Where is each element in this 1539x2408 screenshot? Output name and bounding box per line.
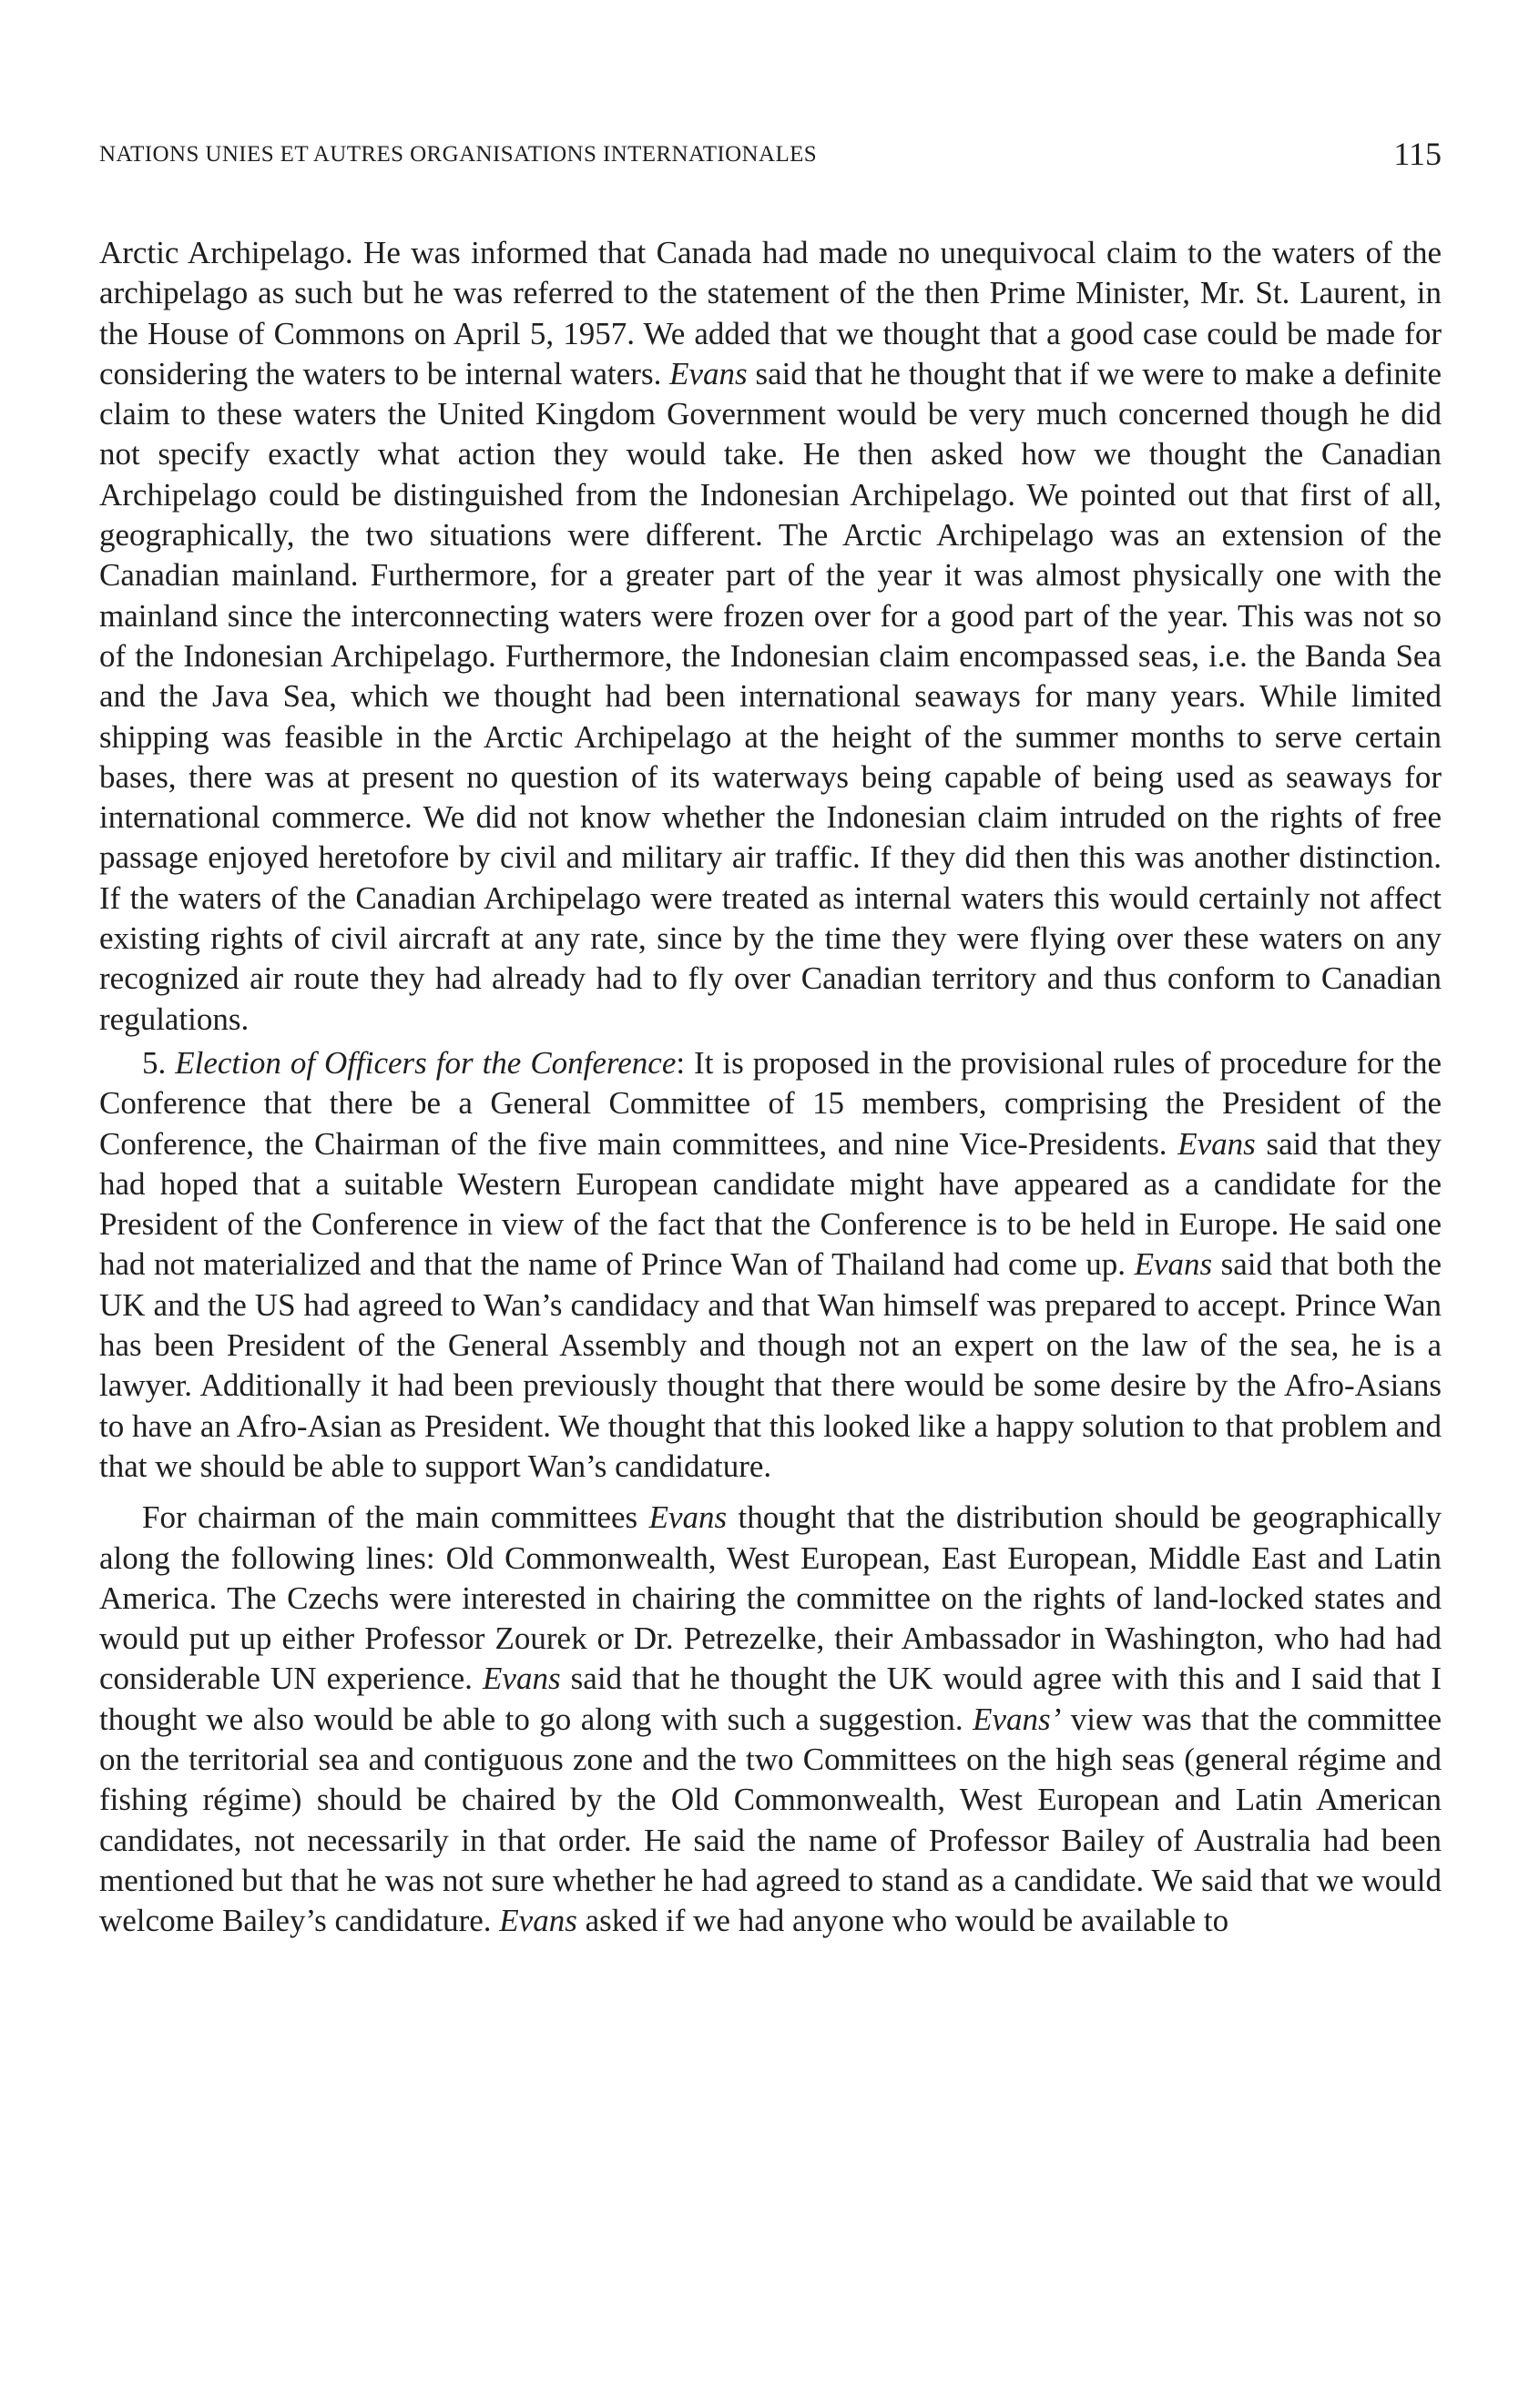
speaker-name-evans: Evans’	[973, 1701, 1062, 1737]
speaker-name-evans: Evans	[1177, 1125, 1256, 1162]
text-segment: asked if we had anyone who would be available to	[576, 1903, 1229, 1939]
speaker-name-evans: Evans	[499, 1903, 577, 1939]
document-page	[99, 135, 1442, 1941]
text-segment: said that he thought the UK would agree with this and I said that I thought we also would be able to go along with such a suggestion.	[99, 1661, 1442, 1737]
paragraph-election-of-officers	[99, 1043, 1442, 1487]
speaker-name-evans: Evans	[483, 1661, 561, 1697]
text-segment: said that he thought that if we were to make a definite claim to these waters the United Kingdom Government would be very much concerned though he did not specify exactly what action they would take. He then asked how we thought the Canadian Archipelago could be distinguished from the Indonesian Archipelago. We pointed out that first of all, geographically, the two situations were different. The Arctic Archipelago was an extension of the Canadian mainland. Furthermore, for a greater part of the year it was almost physically one with the mainland since the interconnecting waters were frozen over for a good part of the year. This was not so of the Indonesian Archipelago. Furthermore, the Indonesian claim encompassed seas, i.e. the Banda Sea and the Java Sea, which we thought had been international seaways for many years. While limited shipping was feasible in the Arctic Archipelago at the height of the summer months to serve certain bases, there was at present no question of its waterways being capable of being used as seaways for international commerce. We did not know whether the Indonesian claim intruded on the rights of free passage enjoyed heretofore by civil and military air traffic. If they did then this was another distinction. If the waters of the Canadian Archipelago were treated as internal waters this would certainly not affect existing rights of civil aircraft at any rate, since by the time they were flying over these waters on any recognized air route they had already had to fly over Canadian territory and thus conform to Canadian regulations.	[99, 355, 1442, 1037]
text-segment: For chairman of the main committees	[142, 1499, 649, 1536]
page-number: 115	[1393, 136, 1442, 172]
speaker-name-evans: Evans	[648, 1499, 728, 1536]
running-title: NATIONS UNIES ET AUTRES ORGANISATIONS INTERNATIONALES	[99, 142, 818, 167]
section-heading: Election of Officers for the Conference	[175, 1044, 677, 1081]
speaker-name-evans: Evans	[1134, 1246, 1213, 1283]
text-segment: view was that the committee on the territorial sea and contiguous zone and the two Committees on the high seas (general régime and fishing régime) should be chaired by the Old Commonwealth, West European and Latin American candidates, not necessarily in that order. He said the name of Professor Bailey of Australia had been mentioned but that he was not sure whether he had agreed to stand as a candidate. We said that we would welcome Bailey’s candidature.	[99, 1701, 1442, 1939]
paragraph-main-committees	[99, 1498, 1442, 1941]
text-segment: thought that the distribution should be geographically along the following lines: Old Commonwealth, West European, East European, Middle East and Latin America. The Czechs were interested in chairing the committee on the rights of land-locked states and would put up either Professor Zourek or Dr. Petrezelke, their Ambassador in Washington, who had had considerable UN experience.	[99, 1499, 1442, 1697]
text-segment: said that they had hoped that a suitable Western European candidate might have appeared as a candidate for the President of the Conference in view of the fact that the Conference is to be held in Europe. He said one had not materialized and that the name of Prince Wan of Thailand had come up.	[99, 1125, 1442, 1283]
section-number: 5.	[142, 1044, 176, 1081]
text-segment: Arctic Archipelago. He was informed that Canada had made no unequivocal claim to the waters of the archipelago as such but he was referred to the statement of the then Prime Minister, Mr. St. Laurent, in the House of Commons on April 5, 1957. We added that we thought that a good case could be made for considering the waters to be internal waters.	[99, 235, 1442, 391]
paragraph-arctic-archipelago	[99, 233, 1442, 1040]
text-segment: : It is proposed in the provisional rules of procedure for the Conference that there be a General Committee of 15 members, comprising the President of the Conference, the Chairman of the five main committees, and nine Vice-Presidents.	[99, 1044, 1442, 1162]
text-segment: said that both the UK and the US had agreed to Wan’s candidacy and that Wan himself was prepared to accept. Prince Wan has been President of the General Assembly and though not an expert on the law of the sea, he is a lawyer. Additionally it had been previously thought that there would be some desire by the Afro-Asians to have an Afro-Asian as President. We thought that this looked like a happy solution to that problem and that we should be able to support Wan’s candidature.	[99, 1246, 1442, 1484]
speaker-name-evans: Evans	[669, 355, 748, 391]
running-header	[99, 135, 1442, 178]
